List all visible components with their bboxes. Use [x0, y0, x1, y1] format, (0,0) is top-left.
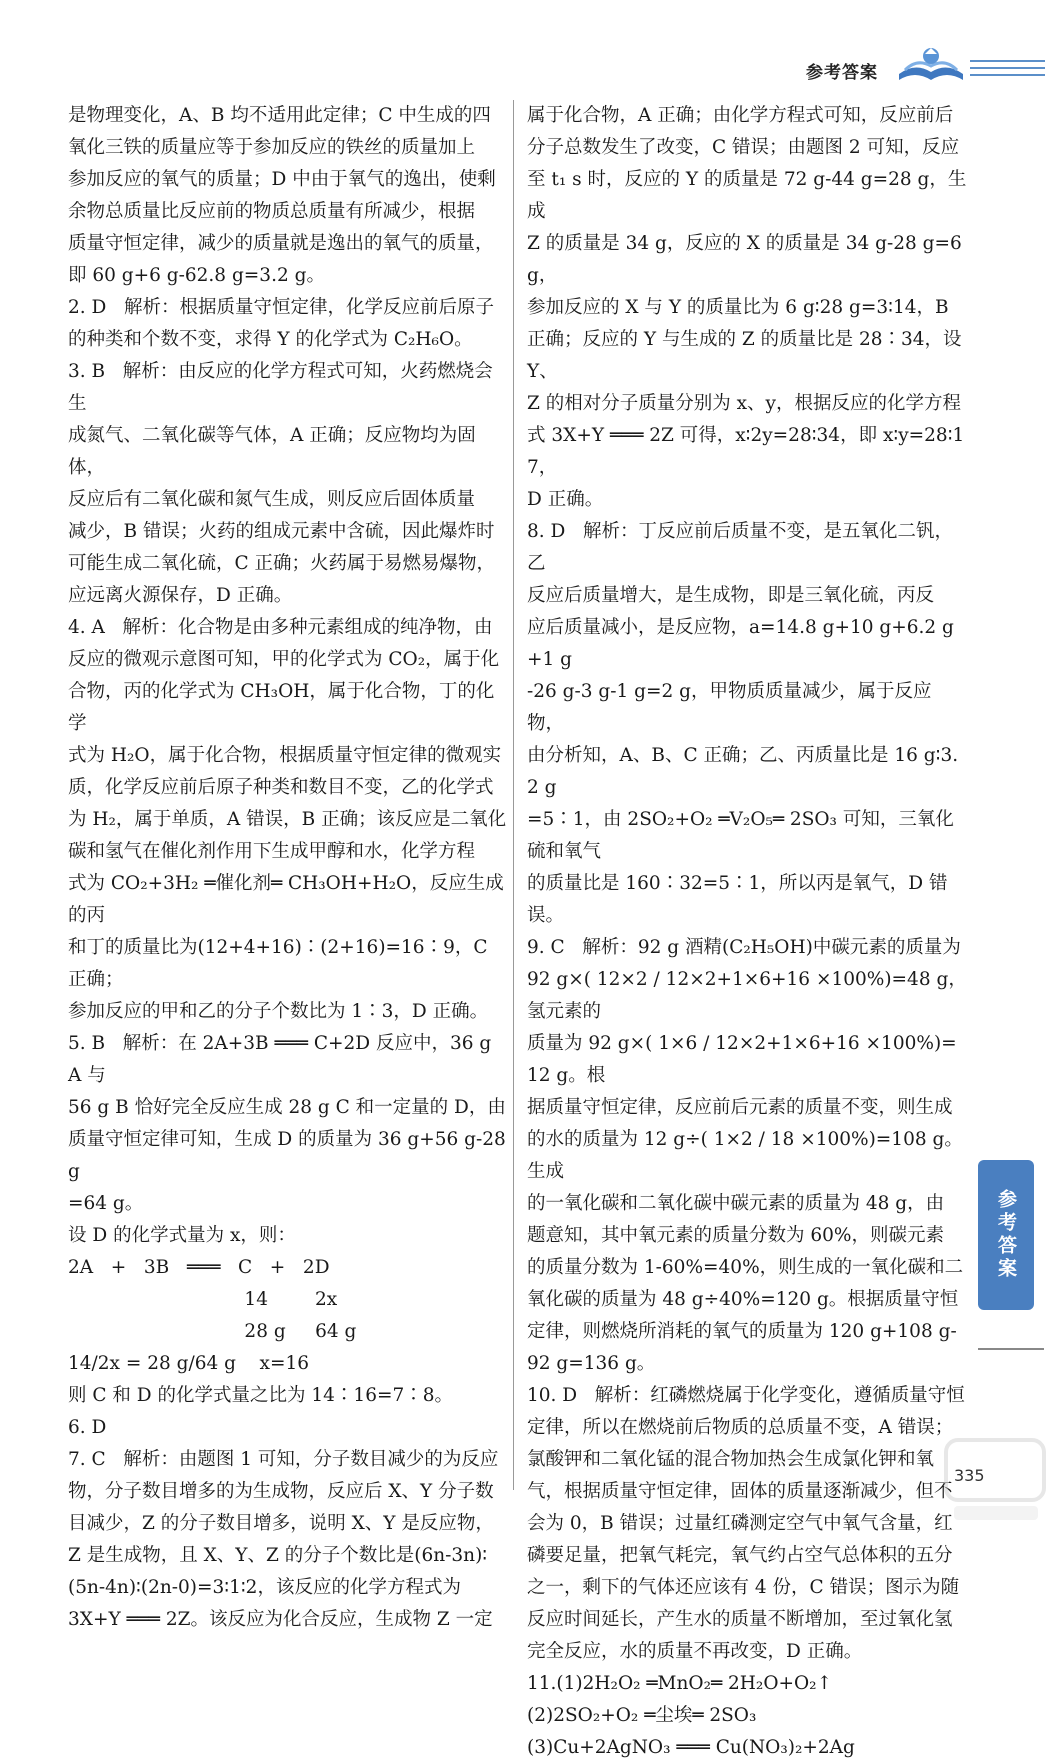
text-line: 正确；反应的 Y 与生成的 Z 的质量比是 28∶34，设 Y、: [527, 329, 968, 382]
text-line: 气，根据质量守恒定律，固体的质量逐渐减少，但不: [527, 1481, 953, 1502]
text-line: 是物理变化，A、B 均不适用此定律；C 中生成的四: [68, 105, 491, 126]
header-decor-lines: [970, 60, 1045, 81]
text-line: Z 是生成物，且 X、Y、Z 的分子个数比是(6n-3n)∶: [68, 1545, 488, 1566]
text-line: 分子总数发生了改变，C 错误；由题图 2 可知，反应: [527, 137, 960, 158]
text-line: D 正确。: [527, 489, 604, 510]
text-line: 质量守恒定律，减少的质量就是逸出的氧气的质量，: [68, 233, 494, 254]
text-line: 的种类和个数不变，求得 Y 的化学式为 C₂H₆O。: [68, 329, 473, 350]
text-line: 合物，丙的化学式为 CH₃OH，属于化合物，丁的化学: [68, 681, 495, 734]
text-line: 为 H₂，属于单质，A 错误，B 正确；该反应是二氧化: [68, 809, 507, 830]
text-line: 92 g×( 12×2 / 12×2+1×6+16 ×100%)=48 g，氢元素的: [527, 969, 967, 1022]
page-number: 335: [954, 1466, 985, 1485]
text-line: 3. B 解析：由反应的化学方程式可知，火药燃烧会生: [68, 361, 493, 414]
text-line: 质量为 92 g×( 1×6 / 12×2+1×6+16 ×100%)=12 g。根: [527, 1033, 957, 1086]
text-line: 完全反应，水的质量不再改变，D 正确。: [527, 1641, 863, 1662]
text-line: 式为 H₂O，属于化合物，根据质量守恒定律的微观实: [68, 745, 502, 766]
text-line: 定律，则燃烧所消耗的氧气的质量为 120 g+108 g-: [527, 1321, 957, 1342]
text-line: 28 g 64 g: [68, 1321, 357, 1342]
text-line: 应远离火源保存，D 正确。: [68, 585, 293, 606]
text-line: 至 t₁ s 时，反应的 Y 的质量是 72 g-44 g=28 g，生成: [527, 169, 967, 222]
text-line: 质量守恒定律可知，生成 D 的质量为 36 g+56 g-28 g: [68, 1129, 512, 1182]
text-line: 8. D 解析：丁反应前后质量不变，是五氧化二钒，乙: [527, 521, 954, 574]
text-line: 据质量守恒定律，反应前后元素的质量不变，则生成: [527, 1097, 953, 1118]
text-line: 碳和氢气在催化剂作用下生成甲醇和水，化学方程: [68, 841, 476, 862]
text-line: 成氮气、二氧化碳等气体，A 正确；反应物均为固体，: [68, 425, 476, 478]
text-line: 参加反应的甲和乙的分子个数比为 1∶3，D 正确。: [68, 1001, 489, 1022]
left-column: [68, 100, 512, 1636]
text-line: 由分析知，A、B、C 正确；乙、丙质量比是 16 g∶3.2 g: [527, 745, 959, 798]
text-line: 92 g=136 g。: [527, 1353, 656, 1374]
text-line: 质，化学反应前后原子种类和数目不变，乙的化学式: [68, 777, 494, 798]
text-line: 减少，B 错误；火药的组成元素中含硫，因此爆炸时: [68, 521, 495, 542]
text-line: 14/2x = 28 g/64 g x=16: [68, 1353, 309, 1374]
text-line: 氯酸钾和二氧化锰的混合物加热会生成氯化钾和氧: [527, 1449, 935, 1470]
text-line: 物，分子数目增多的为生成物，反应后 X、Y 分子数: [68, 1481, 494, 1502]
text-line: Z 的相对分子质量分别为 x、y，根据反应的化学方程: [527, 393, 962, 414]
text-line: (3)Cu+2AgNO₃ ═══ Cu(NO₃)₂+2Ag: [527, 1737, 855, 1758]
text-line: 氧化三铁的质量应等于参加反应的铁丝的质量加上: [68, 137, 476, 158]
text-line: 之一，剩下的气体还应该有 4 份，C 错误；图示为随: [527, 1577, 960, 1598]
text-line: 磷要足量，把氧气耗完，氧气约占空气总体积的五分: [527, 1545, 953, 1566]
text-line: =5∶1，由 2SO₂+O₂ ═V₂O₅═ 2SO₃ 可知，三氧化硫和氧气: [527, 809, 954, 862]
text-line: (5n-4n)∶(2n-0)=3∶1∶2，该反应的化学方程式为: [68, 1577, 461, 1598]
text-line: 56 g B 恰好完全反应生成 28 g C 和一定量的 D，由: [68, 1097, 506, 1118]
text-line: 9. C 解析：92 g 酒精(C₂H₅OH)中碳元素的质量为: [527, 937, 961, 958]
text-line: =64 g。: [68, 1193, 144, 1214]
text-line: 属于化合物，A 正确；由化学方程式可知，反应前后: [527, 105, 954, 126]
text-line: 反应后质量增大，是生成物，即是三氧化硫，丙反: [527, 585, 935, 606]
text-line: 式为 CO₂+3H₂ ═催化剂═ CH₃OH+H₂O，反应生成的丙: [68, 873, 504, 926]
side-tab-label: 参考答案: [978, 1160, 1034, 1310]
text-line: 会为 0，B 错误；过量红磷测定空气中氧气含量，红: [527, 1513, 953, 1534]
text-line: 式 3X+Y ═══ 2Z 可得，x∶2y=28∶34，即 x∶y=28∶17，: [527, 425, 965, 478]
text-line: 的质量比是 160∶32=5∶1，所以丙是氧气，D 错误。: [527, 873, 948, 926]
header-title: 参考答案: [806, 63, 878, 83]
text-line: 7. C 解析：由题图 1 可知，分子数目减少的为反应: [68, 1449, 499, 1470]
text-line: 即 60 g+6 g-62.8 g=3.2 g。: [68, 265, 325, 286]
text-line: 3X+Y ═══ 2Z。该反应为化合反应，生成物 Z 一定: [68, 1609, 493, 1630]
text-line: 10. D 解析：红磷燃烧属于化学变化，遵循质量守恒: [527, 1385, 965, 1406]
text-line: 反应后有二氧化碳和氮气生成，则反应后固体质量: [68, 489, 476, 510]
text-line: 参加反应的 X 与 Y 的质量比为 6 g∶28 g=3∶14，B: [527, 297, 949, 318]
text-line: 2. D 解析：根据质量守恒定律，化学反应前后原子: [68, 297, 495, 318]
text-line: 设 D 的化学式量为 x，则：: [68, 1225, 296, 1246]
text-line: 6. D: [68, 1417, 107, 1438]
text-line: Z 的质量是 34 g，反应的 X 的质量是 34 g-28 g=6 g，: [527, 233, 968, 286]
text-line: 和丁的质量比为(12+4+16)∶(2+16)=16∶9，C 正确；: [68, 937, 494, 990]
book-logo-icon: [895, 44, 967, 84]
text-line: -26 g-3 g-1 g=2 g，甲物质质量减少，属于反应物，: [527, 681, 932, 734]
text-line: 目减少，Z 的分子数目增多，说明 X、Y 是反应物，: [68, 1513, 494, 1534]
text-line: 余物总质量比反应前的物质总质量有所减少，根据: [68, 201, 476, 222]
text-line: 11.(1)2H₂O₂ ═MnO₂═ 2H₂O+O₂↑: [527, 1673, 833, 1694]
text-line: 参加反应的氧气的质量；D 中由于氧气的逸出，使剩: [68, 169, 496, 190]
text-line: 题意知，其中氧元素的质量分数为 60%，则碳元素: [527, 1225, 945, 1246]
text-line: 应后质量减小，是反应物，a=14.8 g+10 g+6.2 g+1 g: [527, 617, 954, 670]
right-column: [527, 100, 967, 1764]
column-divider: [513, 100, 514, 1490]
text-line: 的一氧化碳和二氧化碳中碳元素的质量为 48 g，由: [527, 1193, 945, 1214]
text-line: (2)2SO₂+O₂ ═尘埃═ 2SO₃: [527, 1705, 757, 1726]
text-line: 2A + 3B ═══ C + 2D: [68, 1257, 330, 1278]
text-line: 反应时间延长，产生水的质量不断增加，至过氧化氢: [527, 1609, 953, 1630]
text-line: 5. B 解析：在 2A+3B ═══ C+2D 反应中，36 g A 与: [68, 1033, 498, 1086]
text-line: 定律，所以在燃烧前后物质的总质量不变，A 错误；: [527, 1417, 954, 1438]
text-line: 14 2x: [68, 1289, 338, 1310]
text-line: 则 C 和 D 的化学式量之比为 14∶16=7∶8。: [68, 1385, 454, 1406]
text-line: 的水的质量为 12 g÷( 1×2 / 18 ×100%)=108 g。生成: [527, 1129, 963, 1182]
page-header: [0, 0, 1055, 90]
side-tab: [978, 1160, 1038, 1460]
text-line: 的质量分数为 1-60%=40%，则生成的一氧化碳和二: [527, 1257, 964, 1278]
text-line: 可能生成二氧化硫，C 正确；火药属于易燃易爆物，: [68, 553, 496, 574]
side-tab-divider: [978, 1348, 1044, 1350]
text-line: 4. A 解析：化合物是由多种元素组成的纯净物，由: [68, 617, 493, 638]
text-line: 氧化碳的质量为 48 g÷40%=120 g。根据质量守恒: [527, 1289, 959, 1310]
text-line: 反应的微观示意图可知，甲的化学式为 CO₂，属于化: [68, 649, 500, 670]
